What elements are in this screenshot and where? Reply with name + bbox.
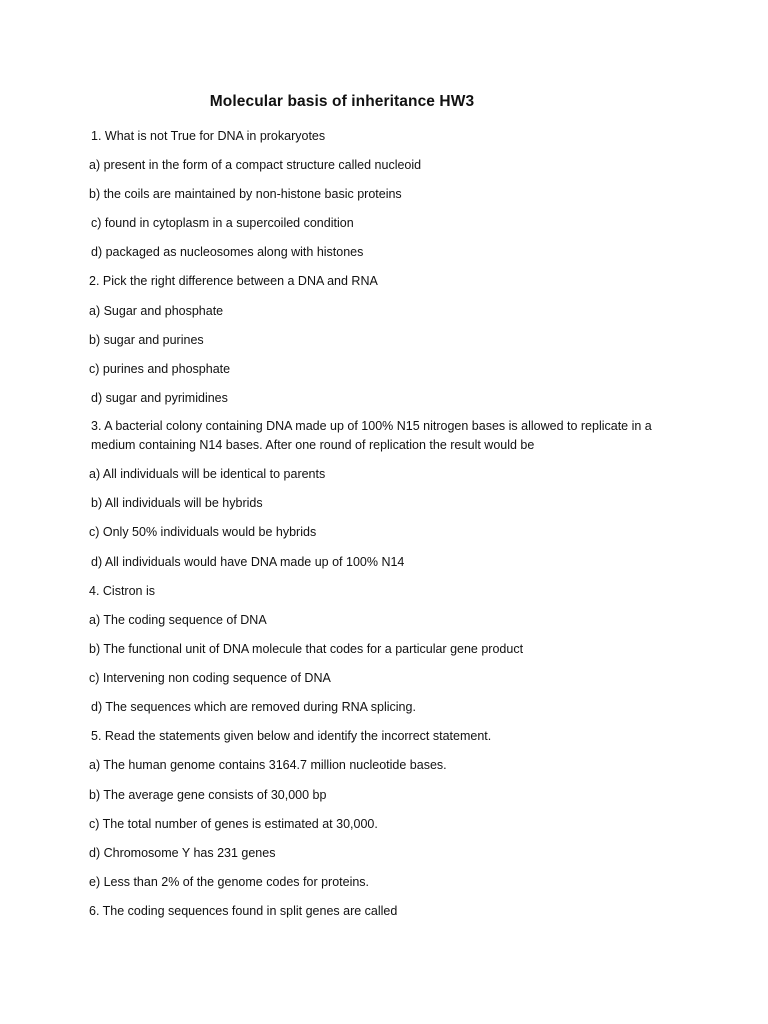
question-4-option-b: b) The functional unit of DNA molecule that codes for a particular gene product — [89, 642, 524, 656]
question-5-option-c: c) The total number of genes is estimated at 30,000. — [89, 817, 378, 831]
document-title: Molecular basis of inheritance HW3 — [209, 93, 475, 110]
question-2-option-c: c) purines and phosphate — [89, 362, 231, 376]
question-5-option-e: e) Less than 2% of the genome codes for proteins. — [89, 875, 370, 889]
question-1-option-c: c) found in cytoplasm in a supercoiled condition — [91, 216, 354, 230]
question-1-option-d: d) packaged as nucleosomes along with histones — [91, 245, 364, 259]
question-3-line-1: 3. A bacterial colony containing DNA made up of 100% N15 nitrogen bases is allowed to replicate in a — [91, 419, 652, 433]
question-2-option-d: d) sugar and pyrimidines — [91, 391, 228, 405]
question-4-option-d: d) The sequences which are removed during RNA splicing. — [91, 700, 416, 714]
question-2-option-b: b) sugar and purines — [89, 333, 204, 347]
question-3-option-d: d) All individuals would have DNA made up of 100% N14 — [91, 555, 405, 569]
question-1-option-a: a) present in the form of a compact structure called nucleoid — [89, 158, 422, 172]
question-2-option-a: a) Sugar and phosphate — [89, 304, 224, 318]
question-5-option-b: b) The average gene consists of 30,000 bp — [89, 788, 327, 802]
question-5-option-a: a) The human genome contains 3164.7 million nucleotide bases. — [89, 758, 447, 772]
question-4-option-c: c) Intervening non coding sequence of DNA — [89, 671, 331, 685]
question-3 — [91, 417, 671, 455]
question-5-option-d: d) Chromosome Y has 231 genes — [89, 846, 276, 860]
question-6: 6. The coding sequences found in split genes are called — [89, 904, 398, 918]
question-4-option-a: a) The coding sequence of DNA — [89, 613, 267, 627]
question-4: 4. Cistron is — [89, 584, 155, 598]
question-2: 2. Pick the right difference between a DNA and RNA — [89, 274, 378, 288]
question-1-option-b: b) the coils are maintained by non-histone basic proteins — [89, 187, 402, 201]
question-5: 5. Read the statements given below and identify the incorrect statement. — [91, 729, 492, 743]
question-1: 1. What is not True for DNA in prokaryotes — [91, 129, 326, 143]
question-3-option-b: b) All individuals will be hybrids — [91, 496, 263, 510]
question-3-line-2: medium containing N14 bases. After one round of replication the result would be — [91, 438, 535, 452]
question-3-option-a: a) All individuals will be identical to parents — [89, 467, 326, 481]
question-3-option-c: c) Only 50% individuals would be hybrids — [89, 525, 317, 539]
